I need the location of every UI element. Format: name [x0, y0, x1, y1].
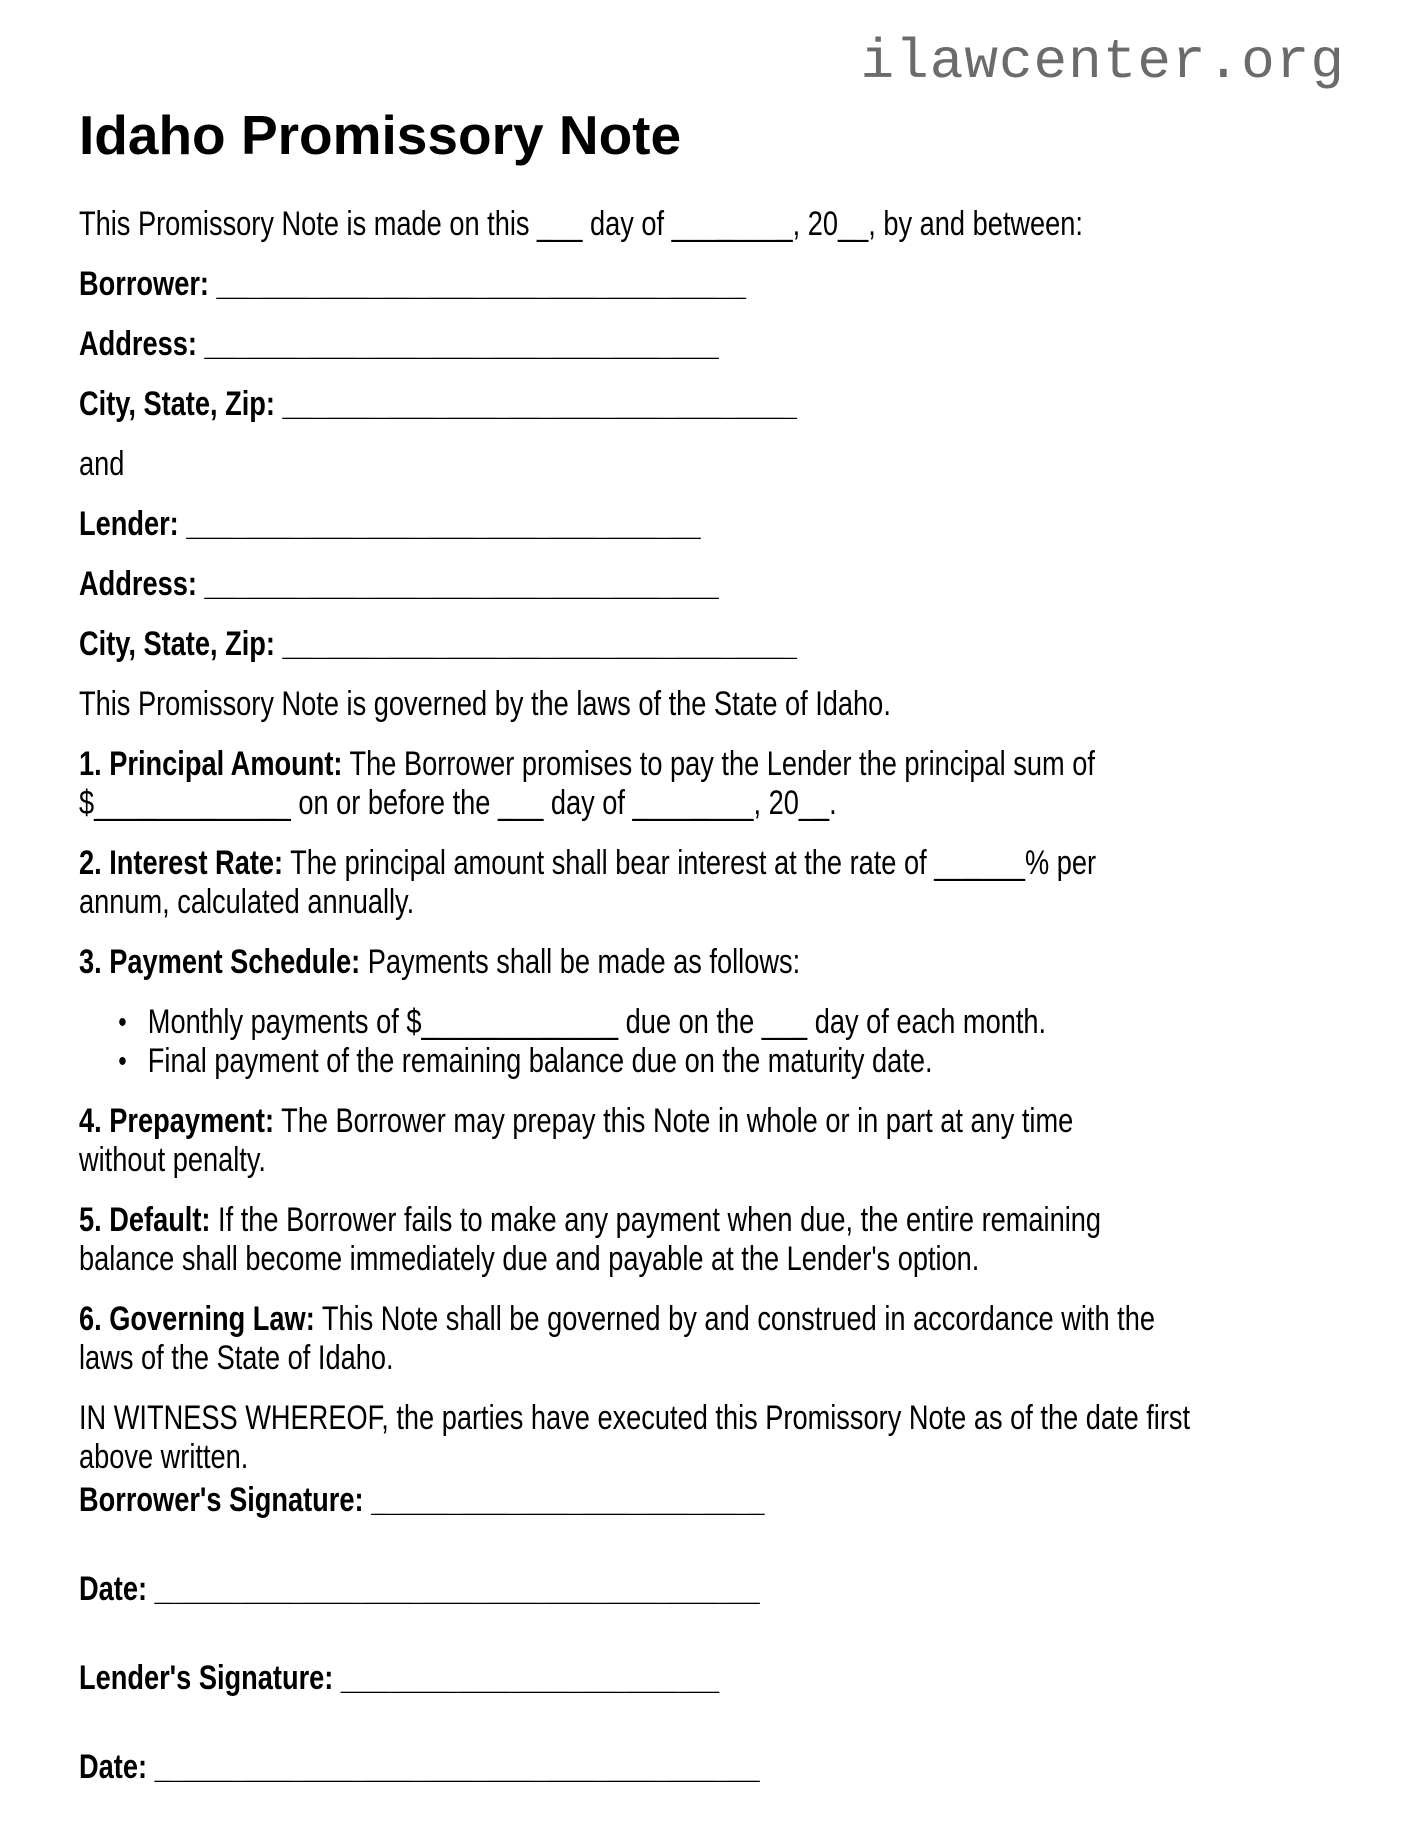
- section-principal-amount-label: 1. Principal Amount:: [79, 745, 343, 783]
- and-connector: and: [79, 445, 125, 483]
- lender-date-field: [79, 1748, 1092, 1787]
- witness-clause: [79, 1399, 1191, 1477]
- borrower-address-label: Address:: [79, 325, 197, 363]
- lender-signature-blank: _________________________: [340, 1659, 720, 1697]
- borrower-signature-label: Borrower's Signature:: [79, 1481, 364, 1519]
- lender-city-state-zip-label: City, State, Zip:: [79, 625, 275, 663]
- page-title: Idaho Promissory Note: [79, 104, 682, 166]
- lender-date-blank: ________________________________________: [154, 1748, 760, 1786]
- section-governing-law-text-line2: laws of the State of Idaho.: [79, 1339, 394, 1377]
- section-prepayment-label: 4. Prepayment:: [79, 1102, 275, 1140]
- payment-bullet-final-text: Final payment of the remaining balance due on the maturity date.: [147, 1042, 933, 1080]
- lender-city-state-zip-blank: __________________________________: [282, 625, 797, 663]
- section-payment-schedule-label: 3. Payment Schedule:: [79, 943, 361, 981]
- payment-bullet-monthly-text: Monthly payments of $_____________ due on the ___ day of each month.: [147, 1003, 1047, 1041]
- borrower-date-field: [79, 1570, 1092, 1609]
- lender-name-blank: __________________________________: [186, 505, 701, 543]
- borrower-name-blank: ___________________________________: [216, 265, 747, 303]
- borrower-address-field: [79, 325, 1092, 364]
- section-payment-schedule-text: Payments shall be made as follows:: [367, 943, 801, 981]
- section-principal-amount-text-line1: The Borrower promises to pay the Lender the principal sum of: [349, 745, 1095, 783]
- section-default-text-line2: balance shall become immediately due and payable at the Lender's option.: [79, 1240, 980, 1278]
- payment-bullet-final: [79, 1042, 1092, 1081]
- lender-signature-field: [79, 1659, 1092, 1698]
- section-principal-amount-text-line2: $_____________ on or before the ___ day of ________, 20__.: [79, 784, 837, 822]
- borrower-address-blank: __________________________________: [204, 325, 719, 363]
- borrower-name-field: [79, 265, 1092, 304]
- payment-bullet-monthly: [79, 1003, 1092, 1042]
- section-default-label: 5. Default:: [79, 1201, 211, 1239]
- lender-address-field: [79, 565, 1092, 604]
- section-interest-rate: [79, 844, 1097, 922]
- section-interest-rate-text-line2: annum, calculated annually.: [79, 883, 415, 921]
- document-page: [0, 30, 1411, 1826]
- borrower-signature-blank: __________________________: [371, 1481, 765, 1519]
- witness-clause-line2: above written.: [79, 1438, 249, 1476]
- section-principal-amount: [79, 745, 1095, 823]
- lender-address-blank: __________________________________: [204, 565, 719, 603]
- lender-address-label: Address:: [79, 565, 197, 603]
- watermark: ilawcenter.org: [860, 30, 1345, 94]
- borrower-signature-field: [79, 1481, 1092, 1520]
- lender-date-label: Date:: [79, 1748, 148, 1786]
- section-prepayment-text-line1: The Borrower may prepay this Note in whole or in part at any time: [281, 1102, 1074, 1140]
- section-governing-law: [79, 1300, 1155, 1378]
- borrower-date-label: Date:: [79, 1570, 148, 1608]
- section-default: [79, 1201, 1102, 1279]
- section-prepayment: [79, 1102, 1092, 1180]
- section-governing-law-text-line1: This Note shall be governed by and construed in accordance with the: [321, 1300, 1155, 1338]
- witness-clause-line1: IN WITNESS WHEREOF, the parties have executed this Promissory Note as of the date first: [79, 1399, 1191, 1437]
- lender-signature-label: Lender's Signature:: [79, 1659, 334, 1697]
- lender-city-state-zip-field: [79, 625, 1092, 664]
- bullet-icon: •: [118, 1006, 127, 1039]
- section-prepayment-text-line2: without penalty.: [79, 1141, 266, 1179]
- borrower-city-state-zip-blank: __________________________________: [282, 385, 797, 423]
- section-interest-rate-label: 2. Interest Rate:: [79, 844, 284, 882]
- bullet-icon: •: [118, 1045, 127, 1078]
- borrower-city-state-zip-label: City, State, Zip:: [79, 385, 275, 423]
- lender-label: Lender:: [79, 505, 179, 543]
- borrower-label: Borrower:: [79, 265, 209, 303]
- section-default-text-line1: If the Borrower fails to make any payment when due, the entire remaining: [218, 1201, 1102, 1239]
- governing-law-note: This Promissory Note is governed by the laws of the State of Idaho.: [79, 685, 891, 723]
- payment-schedule-list: [79, 1003, 1092, 1081]
- section-interest-rate-text-line1: The principal amount shall bear interest at the rate of ______% per: [290, 844, 1097, 882]
- lender-name-field: [79, 505, 1092, 544]
- section-governing-law-label: 6. Governing Law:: [79, 1300, 315, 1338]
- section-payment-schedule: [79, 943, 1092, 982]
- borrower-date-blank: ________________________________________: [154, 1570, 760, 1608]
- intro-paragraph: This Promissory Note is made on this ___ day of ________, 20__, by and between:: [79, 205, 1083, 243]
- borrower-city-state-zip-field: [79, 385, 1092, 424]
